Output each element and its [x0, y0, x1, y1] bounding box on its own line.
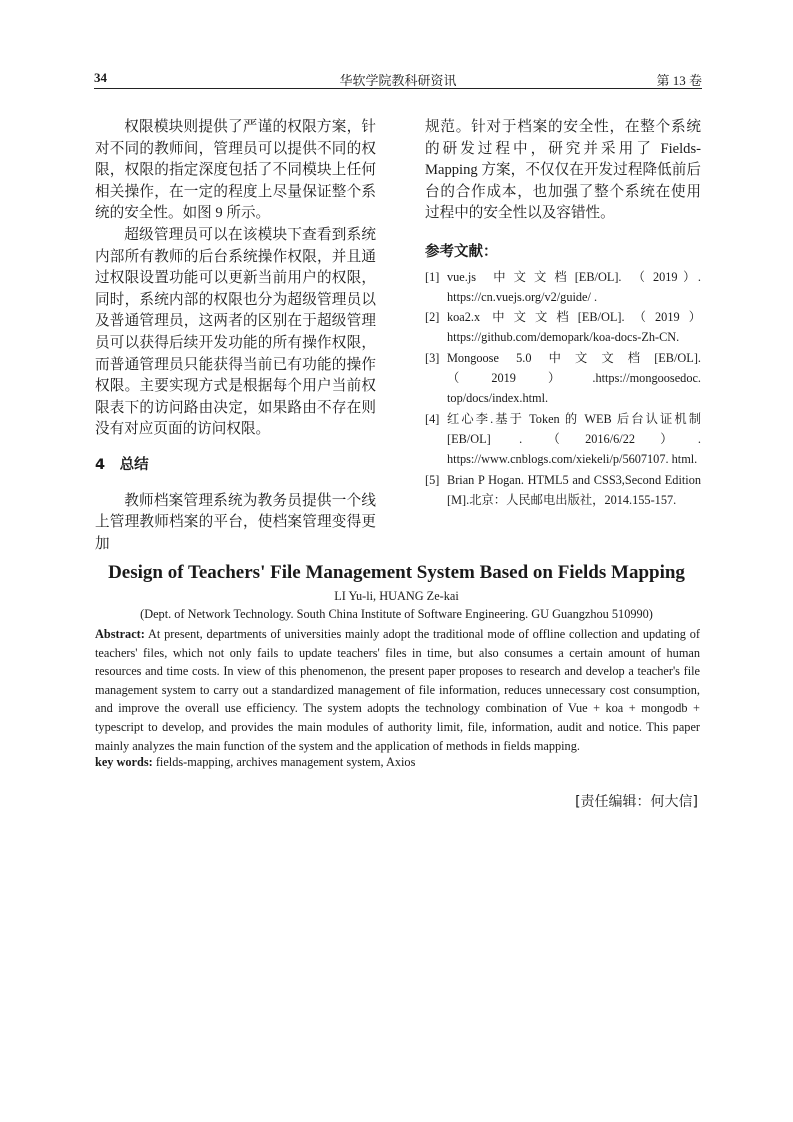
keywords-text: fields-mapping, archives management system, Axios	[155, 755, 416, 769]
reference-list	[425, 267, 701, 511]
english-affiliation: (Dept. of Network Technology. South China Institute of Software Engineering. GU Guangzhou 510990)	[140, 607, 653, 621]
reference-text: Mongoose 5.0 中文文档[EB/OL].（2019）.https://mongoosedoc. top/docs/index.html.	[447, 350, 701, 406]
section-heading: 4 总结	[95, 456, 149, 473]
reference-number: [3]	[425, 350, 440, 365]
references-heading: 参考文献：	[425, 243, 498, 260]
right-column	[425, 117, 701, 510]
keywords-label: key words:	[95, 755, 153, 769]
reference-number: [5]	[425, 472, 440, 487]
body-paragraph: 超级管理员可以在该模块下查看到系统内部所有教师的后台系统操作权限，并且通过权限设置功能可以更新当前用户的权限，同时，系统内部的权限也分为超级管理员以及普通管理员，这两者的区别在于超级管理员可以获得后续开发功能的所有操作权限，而普通管理员只能获得当前已有功能的操作权限。主要实现方式是根据每个用户当前权限表下的访问路由决定，如果路由不存在则没有对应页面的访问权限。	[95, 226, 376, 438]
body-paragraph: 规范。针对于档案的安全性，在整个系统的研发过程中，研究并采用了 Fields-Mapping 方案，不仅仅在开发过程降低前后台的合作成本，也加强了整个系统在使用过程中的安全性以及容错性。	[425, 119, 701, 222]
reference-number: [2]	[425, 310, 440, 325]
journal-title: 华软学院教科研资讯	[339, 73, 457, 88]
english-abstract	[95, 625, 700, 755]
reference-number: [4]	[425, 411, 440, 426]
reference-item	[425, 348, 701, 409]
reference-item	[425, 470, 701, 511]
english-authors: LI Yu-li, HUANG Ze-kai	[334, 589, 459, 603]
reference-text: vue.js 中 文 文 档 [EB/OL]. （ 2019 ）. https://cn.vuejs.org/v2/guide/ .	[447, 269, 701, 304]
body-paragraph: 教师档案管理系统为教务员提供一个线上管理教师档案的平台，使档案管理变得更加	[95, 492, 376, 552]
abstract-text: At present, departments of universities mainly adopt the traditional mode of offline collection and updating of teachers' files, which not only fails to update teachers' files in time, but also consumes a certain amount of human resources and time costs. In view of this phenomenon, the present paper proposes to research and develop a teacher's file management system to carry out a standardized management of file information, reduces unnecessary cost consumption, and improve the overall use efficiency. The system adopts the technology combination of Vue + koa + mongodb + typescript to develop, and provides the main modules of authority limit, file, information, audit and notice. This paper mainly analyzes the main function of the system and the application of methods in fields mapping.	[95, 627, 700, 753]
keywords	[95, 755, 415, 770]
reference-item	[425, 267, 701, 308]
body-paragraph: 权限模块则提供了严谨的权限方案，针对不同的教师间，管理员可以提供不同的权限，权限的指定深度包括了不同模块上任何相关操作，在一定的程度上尽量保证整个系统的安全性。如图 9 所示。	[95, 119, 376, 222]
reference-text: 红心李.基于 Token 的 WEB 后台认证机制[EB/OL] .（2016/6/22）. https://www.cnblogs.com/xiekeli/p/5607107. html.	[447, 411, 701, 467]
page-header	[94, 70, 702, 89]
abstract-label: Abstract:	[95, 627, 145, 641]
english-title: Design of Teachers' File Management System Based on Fields Mapping	[108, 562, 685, 583]
page-number: 34	[94, 70, 107, 85]
editor-note: [责任编辑：何大信]	[575, 794, 698, 810]
reference-item	[425, 409, 701, 470]
left-column	[95, 117, 376, 555]
reference-number: [1]	[425, 269, 440, 284]
reference-text: Brian P Hogan. HTML5 and CSS3,Second Edition [M].北京：人民邮电出版社，2014.155-157.	[447, 472, 701, 507]
volume-label: 第 13 卷	[656, 73, 702, 88]
reference-text: koa2.x 中文文档[EB/OL].（2019）https://github.com/demopark/koa-docs-Zh-CN.	[447, 310, 701, 345]
reference-item	[425, 307, 701, 348]
